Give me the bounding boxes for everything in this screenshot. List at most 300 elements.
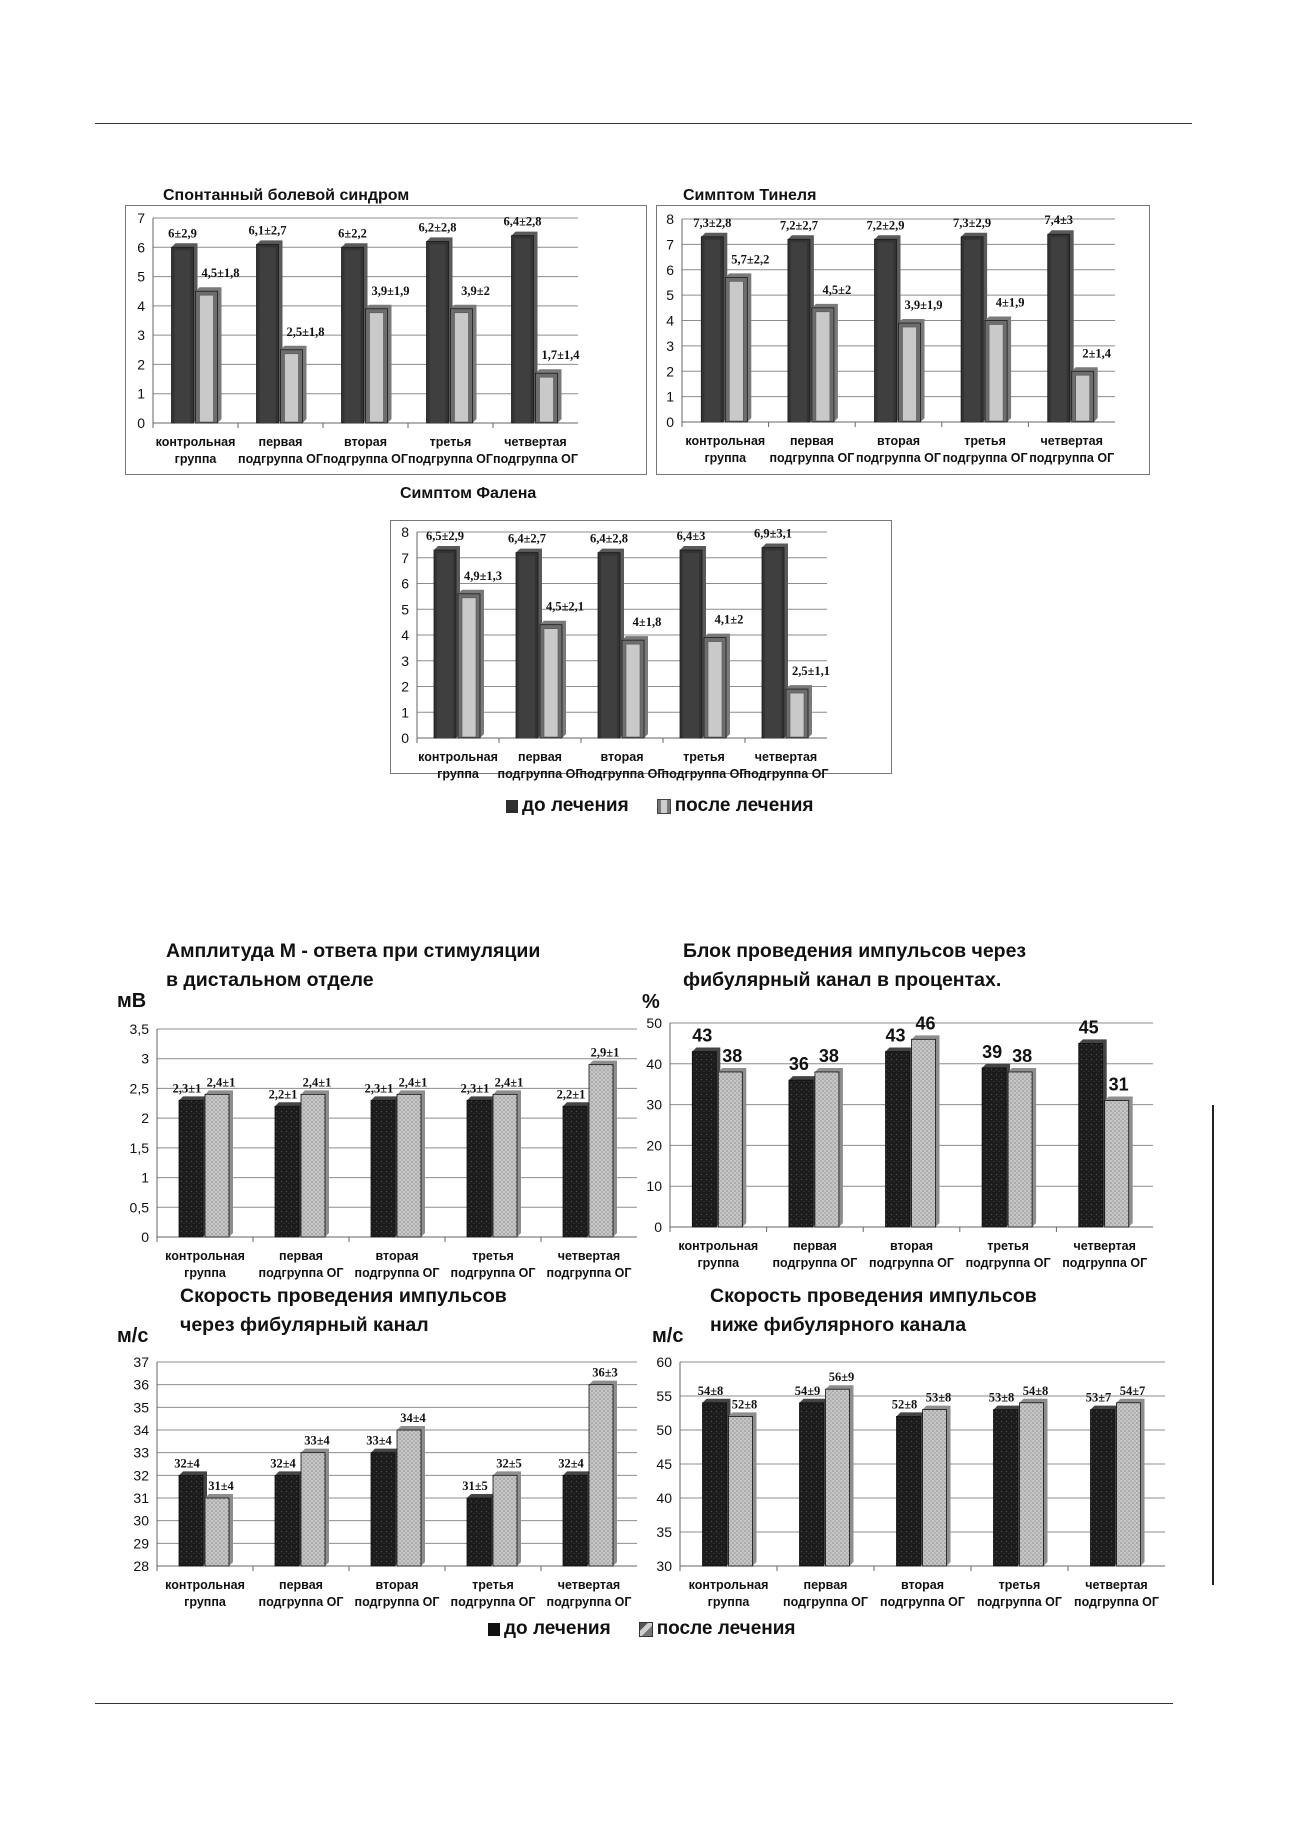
data-label-after: 4,5±1,8 [201,266,240,281]
data-label-before: 53±8 [988,1390,1015,1405]
bar-after [729,1416,753,1566]
y-tick-label: 50 [656,1422,672,1438]
x-category-label: подгруппа ОГ [450,1595,536,1609]
bar-after-face [989,325,1003,422]
bar-after-face [540,377,554,422]
bar-after [923,1410,947,1566]
data-label-after: 36±3 [592,1365,618,1380]
data-label-after: 34±4 [400,1411,426,1425]
bar-before-face [683,553,699,738]
bar-before-face [964,240,980,422]
data-label-after: 4,5±2,1 [545,599,585,614]
legend-swatch-after [657,799,671,814]
y-axis-unit: м/с [117,1325,149,1347]
data-label-before: 7,2±2,7 [779,218,818,233]
x-category-label: подгруппа ОГ [1074,1595,1159,1609]
chart-velocity-through-canal-svg [115,1310,645,1609]
y-tick-label: 0 [141,1229,149,1245]
x-category-label: подгруппа ОГ [942,451,1028,465]
data-label-after: 2,4±1 [302,1075,332,1090]
x-category-label: вторая [344,435,387,449]
bar-after [301,1453,325,1566]
x-category-label: подгруппа ОГ [661,767,747,781]
bar-before [886,1052,910,1227]
data-label-after: 54±7 [1119,1383,1146,1398]
bar-before [275,1475,299,1566]
x-category-label: подгруппа ОГ [579,767,665,781]
bar-before [897,1416,921,1566]
x-category-label: третья [683,750,725,764]
bar-before [371,1100,395,1237]
bar-after [397,1094,421,1237]
x-category-label: вторая [375,1578,419,1592]
x-category-label: подгруппа ОГ [783,1595,868,1609]
bar-after [589,1065,613,1237]
bar-after-face [790,693,804,737]
data-label-before: 6,4±2,7 [507,531,547,546]
x-category-label: четвертая [504,435,567,449]
legend-bottom [488,1618,824,1640]
bar-before [800,1403,824,1566]
x-category-label: подгруппа ОГ [965,1256,1051,1270]
y-tick-label: 6 [137,239,145,256]
y-tick-label: 55 [656,1388,672,1404]
bar-before-face [175,250,191,423]
data-label-before: 45 [1078,1017,1099,1038]
legend-label-before: до лечения [504,1618,611,1639]
data-label-after: 2,9±1 [590,1045,620,1060]
data-label-after: 31 [1108,1074,1129,1095]
bar-before [563,1475,587,1566]
bar-after-face [200,295,214,422]
data-label-before: 31±5 [462,1479,488,1493]
y-tick-label: 7 [666,236,674,253]
bar-before-face [519,556,535,738]
bar-before [467,1498,491,1566]
x-category-label: группа [697,1256,740,1270]
bar-before [692,1052,716,1227]
x-category-label: первая [279,1249,323,1263]
legend-swatch-before [506,800,518,813]
data-label-after: 4,9±1,3 [463,568,503,583]
y-tick-label: 30 [656,1558,672,1574]
legend-swatch-before [488,1623,500,1636]
bar-after [1020,1403,1044,1566]
data-label-before: 6±2,9 [168,226,197,241]
data-label-after: 3,9±2 [461,283,490,298]
data-label-after: 2,4±1 [398,1075,428,1090]
chart-title-line-2: в дистальном отделе [166,969,374,991]
y-tick-label: 2 [141,1110,149,1127]
y-tick-label: 29 [133,1535,149,1552]
data-label-before: 6,1±2,7 [248,223,287,238]
y-tick-label: 7 [401,549,409,566]
data-label-before: 6±2,2 [338,226,367,241]
y-tick-label: 36 [133,1376,149,1393]
x-category-label: третья [998,1578,1041,1592]
x-category-label: подгруппа ОГ [497,767,583,781]
legend-item-after [639,1618,796,1640]
x-category-label: подгруппа ОГ [258,1595,344,1609]
chart-conduction-block-svg [630,978,1170,1270]
data-label-after: 4±1,8 [632,615,662,630]
data-label-after: 1,7±1,4 [541,348,580,363]
data-label-before: 6,4±3 [676,529,706,544]
chart-title-line-2: фибулярный канал в процентах. [683,969,1002,991]
bar-after-face [1076,375,1090,421]
x-category-label: третья [472,1249,514,1263]
data-label-after: 2,5±1,8 [286,324,325,339]
bar-after [589,1385,613,1566]
y-tick-label: 6 [666,261,674,278]
data-label-before: 6,4±2,8 [589,531,629,546]
bar-before [179,1475,203,1566]
bar-after [1117,1403,1141,1566]
y-tick-label: 3 [666,337,674,354]
x-category-label: группа [707,1595,750,1609]
bar-before [371,1453,395,1566]
x-category-label: подгруппа ОГ [880,1595,965,1609]
x-category-label: подгруппа ОГ [258,1266,344,1280]
y-tick-label: 33 [133,1444,149,1461]
bar-after [205,1094,229,1237]
y-tick-label: 0 [666,414,674,430]
bar-before-face [437,553,453,738]
bar-before [179,1100,203,1237]
x-category-label: подгруппа ОГ [354,1266,440,1280]
data-label-after: 38 [1012,1045,1033,1066]
y-tick-label: 5 [666,287,674,304]
y-tick-label: 6 [401,575,409,592]
x-category-label: четвертая [557,1249,621,1263]
y-tick-label: 30 [133,1512,149,1529]
y-axis-unit: мВ [117,990,147,1012]
x-category-label: подгруппа ОГ [546,1595,632,1609]
data-label-after: 3,9±1,9 [904,298,943,313]
x-category-label: четвертая [754,750,818,764]
bar-before [994,1410,1018,1566]
data-label-before: 43 [692,1025,713,1046]
y-tick-label: 35 [133,1399,149,1416]
bar-after-face [729,281,743,421]
y-tick-label: 4 [401,627,409,643]
bar-before [467,1100,491,1237]
y-tick-label: 4 [137,297,145,314]
bar-after [1008,1072,1032,1227]
data-label-before: 52±8 [891,1397,918,1412]
y-tick-label: 10 [646,1178,662,1195]
y-tick-label: 31 [133,1490,149,1506]
data-label-after: 5,7±2,2 [731,252,770,267]
y-tick-label: 2,5 [129,1080,149,1097]
y-tick-label: 40 [656,1490,672,1506]
data-label-before: 2,2±1 [556,1087,586,1102]
data-label-after: 2,4±1 [494,1075,524,1090]
top-page-rule [95,123,1192,124]
legend-item-before [488,1618,611,1640]
y-tick-label: 34 [133,1422,149,1438]
data-label-after: 54±8 [1022,1383,1049,1398]
bar-before [789,1080,813,1227]
x-category-label: контрольная [685,434,766,448]
data-label-before: 2,3±1 [172,1081,202,1096]
y-tick-label: 3 [401,652,409,669]
bar-after-face [462,598,476,737]
x-category-label: группа [437,767,479,781]
y-tick-label: 0 [137,415,145,431]
x-category-label: первая [789,434,834,448]
x-category-label: подгруппа ОГ [769,451,855,465]
data-label-before: 2,2±1 [268,1087,298,1102]
x-category-label: вторая [890,1239,933,1253]
x-category-label: подгруппа ОГ [869,1256,954,1270]
y-tick-label: 8 [401,524,409,540]
data-label-after: 2±1,4 [1082,346,1112,361]
x-category-label: четвертая [1073,1239,1136,1253]
bar-before [1079,1043,1103,1227]
chart-velocity-below-canal-svg [640,1310,1180,1609]
chart-title: Симптом Тинеля [683,187,817,204]
data-label-after: 31±4 [208,1479,234,1493]
chart-title: Спонтанный болевой синдром [163,187,410,204]
x-category-label: подгруппа ОГ [977,1595,1062,1609]
y-tick-label: 40 [646,1055,662,1072]
bar-after-face [455,313,469,422]
data-label-before: 2,3±1 [364,1081,394,1096]
y-tick-label: 1 [141,1169,149,1186]
bar-after-face [285,354,299,422]
y-tick-label: 60 [656,1354,672,1370]
chart-title-line-1: Блок проведения импульсов через [683,940,1027,962]
y-tick-label: 2 [137,356,145,373]
data-label-after: 56±9 [828,1370,855,1385]
bar-before-face [791,242,807,422]
y-tick-label: 1 [137,385,145,402]
x-category-label: первая [803,1578,848,1592]
bar-before [982,1068,1006,1227]
y-tick-label: 35 [656,1524,672,1540]
x-category-label: третья [964,434,1006,448]
y-tick-label: 3,5 [129,1021,149,1037]
bar-after [493,1475,517,1566]
bar-before-face [601,556,617,738]
chart-title-line-2: ниже фибулярного канала [710,1314,967,1336]
data-label-before: 7,3±2,8 [693,215,732,230]
bar-before-face [345,250,361,423]
y-tick-label: 1 [401,704,409,721]
bar-after [301,1094,325,1237]
x-category-label: группа [704,451,747,465]
y-tick-label: 2 [666,363,674,380]
legend-top [506,795,842,817]
x-category-label: подгруппа ОГ [1062,1256,1148,1270]
data-label-before: 32±4 [270,1456,296,1471]
chart-title: Симптом Фалена [400,485,537,502]
chart-m-response-amplitude-svg [115,965,645,1280]
x-category-label: третья [429,435,472,449]
x-category-label: контрольная [688,1578,769,1592]
x-category-label: четвертая [557,1578,621,1592]
x-category-label: подгруппа ОГ [354,1595,440,1609]
x-category-label: первая [279,1578,323,1592]
y-tick-label: 32 [133,1467,149,1484]
x-category-label: группа [174,452,217,466]
x-category-label: четвертая [1085,1578,1148,1592]
x-category-label: первая [518,750,562,764]
y-axis-unit: % [642,991,660,1013]
data-label-before: 7,3±2,9 [953,215,992,230]
right-margin-line [1212,1105,1214,1585]
bar-after-face [816,312,830,421]
y-tick-label: 1 [666,388,674,405]
x-category-label: вторая [600,750,644,764]
legend-label-before: до лечения [522,795,629,816]
y-tick-label: 3 [137,327,145,344]
y-tick-label: 8 [666,211,674,227]
data-label-before: 7,2±2,9 [866,218,905,233]
x-category-label: подгруппа ОГ [450,1266,536,1280]
bar-before [275,1106,299,1237]
data-label-before: 54±9 [794,1383,821,1398]
x-category-label: контрольная [165,1578,245,1592]
bar-after-face [370,313,384,422]
data-label-after: 2,5±1,1 [791,664,831,679]
legend-label-after: после лечения [656,1618,796,1639]
data-label-after: 53±8 [925,1390,952,1405]
data-label-before: 54±8 [697,1383,724,1398]
bar-after-face [626,644,640,737]
legend-label-after: после лечения [674,795,814,816]
bar-before-face [878,242,894,422]
bar-after [1105,1101,1129,1227]
data-label-before: 53±7 [1085,1390,1112,1405]
data-label-after: 2,4±1 [206,1075,236,1090]
data-label-before: 32±4 [558,1456,584,1471]
bottom-page-rule [95,1703,1173,1704]
y-tick-label: 0 [401,730,409,746]
data-label-after: 3,9±1,9 [371,283,410,298]
x-category-label: группа [184,1266,226,1280]
bar-before [1091,1410,1115,1566]
x-category-label: вторая [901,1578,944,1592]
x-category-label: подгруппа ОГ [238,452,323,466]
x-category-label: подгруппа ОГ [772,1256,858,1270]
bar-after [815,1072,839,1227]
bar-after [493,1094,517,1237]
data-label-before: 6,9±3,1 [753,526,793,541]
data-label-after: 38 [818,1045,839,1066]
y-tick-label: 30 [646,1096,662,1113]
x-category-label: контрольная [165,1249,245,1263]
y-tick-label: 50 [646,1015,662,1031]
data-label-after: 46 [915,1013,936,1034]
data-label-before: 33±4 [366,1433,392,1448]
x-category-label: подгруппа ОГ [1029,451,1115,465]
data-label-before: 6,4±2,8 [503,214,542,229]
x-category-label: подгруппа ОГ [856,451,941,465]
x-category-label: четвертая [1040,434,1103,448]
x-category-label: подгруппа ОГ [493,452,578,466]
x-category-label: группа [184,1595,226,1609]
bar-before-face [260,247,276,423]
x-category-label: первая [792,1239,837,1253]
x-category-label: первая [258,435,303,449]
y-tick-label: 7 [137,210,145,226]
data-label-after: 32±5 [496,1456,522,1471]
data-label-before: 2,3±1 [460,1081,490,1096]
y-tick-label: 37 [133,1354,149,1370]
y-tick-label: 3 [141,1050,149,1067]
bar-before-face [704,240,720,422]
chart-title-line-1: Скорость проведения импульсов [710,1285,1037,1307]
chart-title-line-1: Скорость проведения импульсов [180,1285,507,1307]
x-category-label: вторая [877,434,920,448]
bar-after [397,1430,421,1566]
bar-after [205,1498,229,1566]
data-label-before: 36 [788,1054,809,1075]
bar-after [826,1389,850,1566]
bar-after [718,1072,742,1227]
bar-after-face [544,629,558,737]
data-label-after: 4±1,9 [995,295,1025,310]
data-label-before: 6,5±2,9 [425,529,465,544]
data-label-before: 6,2±2,8 [418,220,457,235]
data-label-after: 33±4 [304,1433,330,1448]
data-label-before: 39 [982,1041,1003,1062]
bar-after [912,1039,936,1227]
y-tick-label: 28 [133,1558,149,1574]
y-tick-label: 2 [401,678,409,695]
chart-spontaneous-pain-svg [125,205,647,475]
data-label-before: 32±4 [174,1456,200,1471]
bar-before-face [1051,237,1067,422]
bar-before-face [515,239,531,423]
x-category-label: подгруппа ОГ [323,452,408,466]
x-category-label: контрольная [155,435,236,449]
y-axis-unit: м/с [652,1325,684,1347]
x-category-label: подгруппа ОГ [743,767,829,781]
bar-before-face [765,550,781,738]
bar-after-face [903,327,917,421]
y-tick-label: 0 [654,1219,662,1235]
x-category-label: вторая [375,1249,419,1263]
x-category-label: третья [472,1578,514,1592]
y-tick-label: 45 [656,1456,672,1472]
chart-title-line-1: Амплитуда М - ответа при стимуляции [166,940,541,962]
legend-item-before [506,795,629,817]
data-label-after: 4,1±2 [714,612,744,627]
chart-tinel-sign-svg [648,205,1158,475]
data-label-before: 43 [885,1025,906,1046]
x-category-label: подгруппа ОГ [408,452,493,466]
x-category-label: третья [987,1239,1029,1253]
data-label-after: 4,5±2 [822,282,852,297]
chart-title-line-2: через фибулярный канал [180,1314,429,1336]
x-category-label: контрольная [678,1239,759,1253]
legend-swatch-after [639,1622,653,1637]
data-label-after: 38 [722,1045,743,1066]
data-label-after: 52±8 [731,1397,758,1412]
legend-item-after [657,795,814,817]
y-tick-label: 5 [401,601,409,618]
y-tick-label: 1,5 [129,1139,149,1156]
y-tick-label: 5 [137,268,145,285]
y-tick-label: 0,5 [129,1199,149,1216]
bar-before [563,1106,587,1237]
y-tick-label: 4 [666,312,674,329]
bar-after-face [708,642,722,737]
x-category-label: контрольная [418,750,498,764]
